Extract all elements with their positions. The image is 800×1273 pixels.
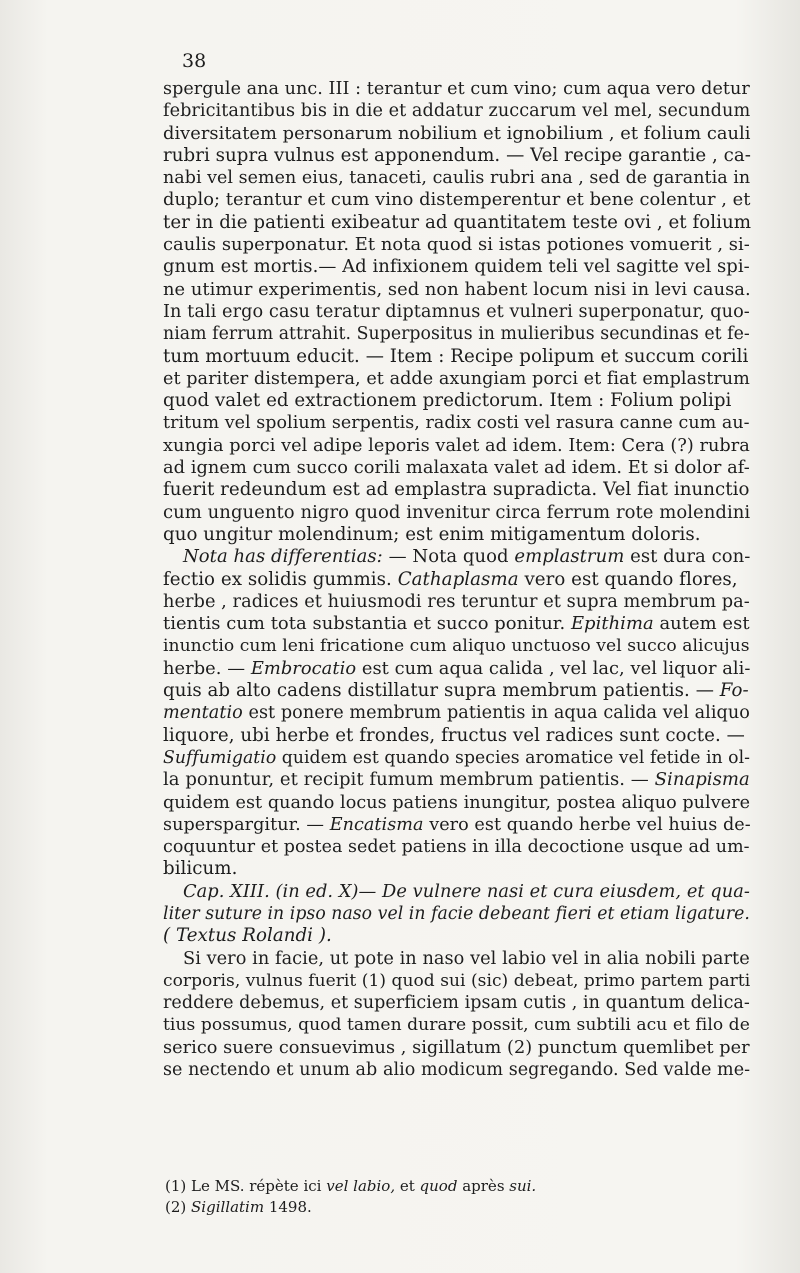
text-line: liquore, ubi herbe et frondes, fructus vel radices sunt cocte. — [163, 724, 745, 746]
text-line: duplo; terantur et cum vino distemperentur et bene colentur , et [163, 189, 751, 211]
text-line: gnum est mortis.— Ad infixionem quidem teli vel sagitte vel spi- [163, 256, 750, 278]
text-line: quo ungitur molendinum; est enim mitigamentum doloris. [163, 523, 701, 545]
text-line: tritum vel spolium serpentis, radix costi vel rasura canne cum au- [163, 413, 750, 434]
text-line: xungia porci vel adipe leporis valet ad idem. Item: Cera (?) rubra [163, 435, 750, 456]
text-line: In tali ergo casu teratur diptamnus et vulneri superponatur, quo- [163, 301, 750, 322]
text-line: reddere debemus, et superficiem ipsam cutis , in quantum delica- [163, 993, 750, 1014]
text-line: serico suere consuevimus , sigillatum (2) punctum quemlibet per [163, 1037, 750, 1058]
text-line: cum unguento nigro quod invenitur circa ferrum rote molendini [163, 501, 751, 523]
footnote-1: (1) Le MS. répète ici vel labio, et quod après sui. [165, 1177, 537, 1195]
text-line: quidem est quando locus patiens inungitur, postea aliquo pulvere [163, 792, 751, 813]
text-line: inunctio cum leni fricatione cum aliquo unctuoso vel succo alicujus [163, 636, 750, 657]
text-line: fectio ex solidis gummis. Cathaplasma vero est quando flores, [163, 568, 738, 590]
term-encatisma: Encatisma [329, 814, 424, 835]
body-text [163, 78, 753, 1081]
text-line: diversitatem personarum nobilium et ignobilium , et folium cauli [163, 122, 751, 144]
text-line: febricitantibus bis in die et addatur zuccarum vel mel, secundum [163, 101, 751, 122]
chapter-heading-line: ( Textus Rolandi ). [163, 925, 332, 947]
text-line: se nectendo et unum ab alio modicum segregando. Sed valde me- [163, 1060, 751, 1081]
term-fomentatio: mentatio [163, 703, 243, 724]
text-line: Si vero in facie, ut pote in naso vel labio vel in alia nobili parte [183, 948, 750, 969]
text-line: ter in die patienti exibeatur ad quantitatem teste ovi , et folium [163, 211, 752, 233]
text-line: nabi vel semen eius, tanaceti, caulis rubri ana , sed de garantia in [163, 168, 751, 189]
term-embrocatio: Embrocatio [250, 657, 357, 679]
term-cathaplasma: Cathaplasma [397, 568, 519, 590]
text-line: Suffumigatio quidem est quando species aromatice vel fetide in ol- [163, 747, 751, 768]
text-line: ne utimur experimentis, sed non habent locum nisi in levi causa. [163, 278, 751, 300]
text-line: herbe. — Embrocatio est cum aqua calida , vel lac, vel liquor ali- [163, 657, 751, 679]
term-epithima: Epithima [570, 613, 654, 635]
text-line: tius possumus, quod tamen durare possit, cum subtili acu et filo de [163, 1015, 750, 1036]
text-line: corporis, vulnus fuerit (1) quod sui (sic) debeat, primo partem parti [163, 970, 751, 991]
text-line: tientis cum tota substantia et succo ponitur. Epithima autem est [163, 613, 750, 635]
footnote-2: (2) Sigillatim 1498. [165, 1198, 312, 1216]
text-line: rubri supra vulnus est apponendum. — Vel recipe garantie , ca- [163, 144, 752, 166]
page-number: 38 [182, 50, 207, 72]
chapter-heading: Cap. XIII. (in ed. X)— De vulnere nasi et cura eiusdem, et qua- [183, 880, 750, 902]
text-line: la ponuntur, et recipit fumum membrum patientis. — Sinapisma [163, 769, 750, 791]
chapter-heading-line: liter suture in ipso naso vel in facie debeant fieri et etiam ligature. [163, 903, 750, 924]
term-sinapisma: Sinapisma [654, 769, 750, 791]
text-line: quis ab alto cadens distillatur supra membrum patientis. — Fo- [163, 680, 749, 702]
text-line: caulis superponatur. Et nota quod si istas potiones vomuerit , si- [163, 234, 750, 256]
nota-heading: Nota has differentias: [183, 546, 383, 568]
term-suffumigatio: Suffumigatio [163, 747, 277, 768]
nota-line: Nota has differentias: — Nota quod emplastrum est dura con- [183, 546, 751, 568]
footnotes [165, 1176, 745, 1218]
text-line: niam ferrum attrahit. Superpositus in mulieribus secundinas et fe- [163, 324, 750, 345]
text-line: coquuntur et postea sedet patiens in illa decoctione usque ad um- [163, 837, 750, 858]
text-line: bilicum. [163, 858, 238, 880]
text-line: spergule ana unc. III : terantur et cum vino; cum aqua vero detur [163, 79, 750, 99]
text-line: herbe , radices et huiusmodi res teruntur et supra membrum pa- [163, 591, 750, 612]
text-line: superspargitur. — Encatisma vero est quando herbe vel huius de- [163, 814, 751, 835]
text-line: tum mortuum educit. — Item : Recipe polipum et succum corili [163, 345, 749, 367]
text-line: quod valet ed extractionem predictorum. Item : Folium polipi [163, 390, 732, 412]
text-line: mentatio est ponere membrum patientis in aqua calida vel aliquo [163, 703, 750, 724]
text-line: et pariter distempera, et adde axungiam porci et fiat emplastrum [163, 368, 750, 389]
term-fo: Fo- [719, 680, 749, 702]
term-emplastrum: emplastrum [514, 546, 625, 568]
text-line: fuerit redeundum est ad emplastra supradicta. Vel fiat inunctio [163, 479, 750, 501]
text-line: ad ignem cum succo corili malaxata valet ad idem. Et si dolor af- [163, 458, 750, 479]
